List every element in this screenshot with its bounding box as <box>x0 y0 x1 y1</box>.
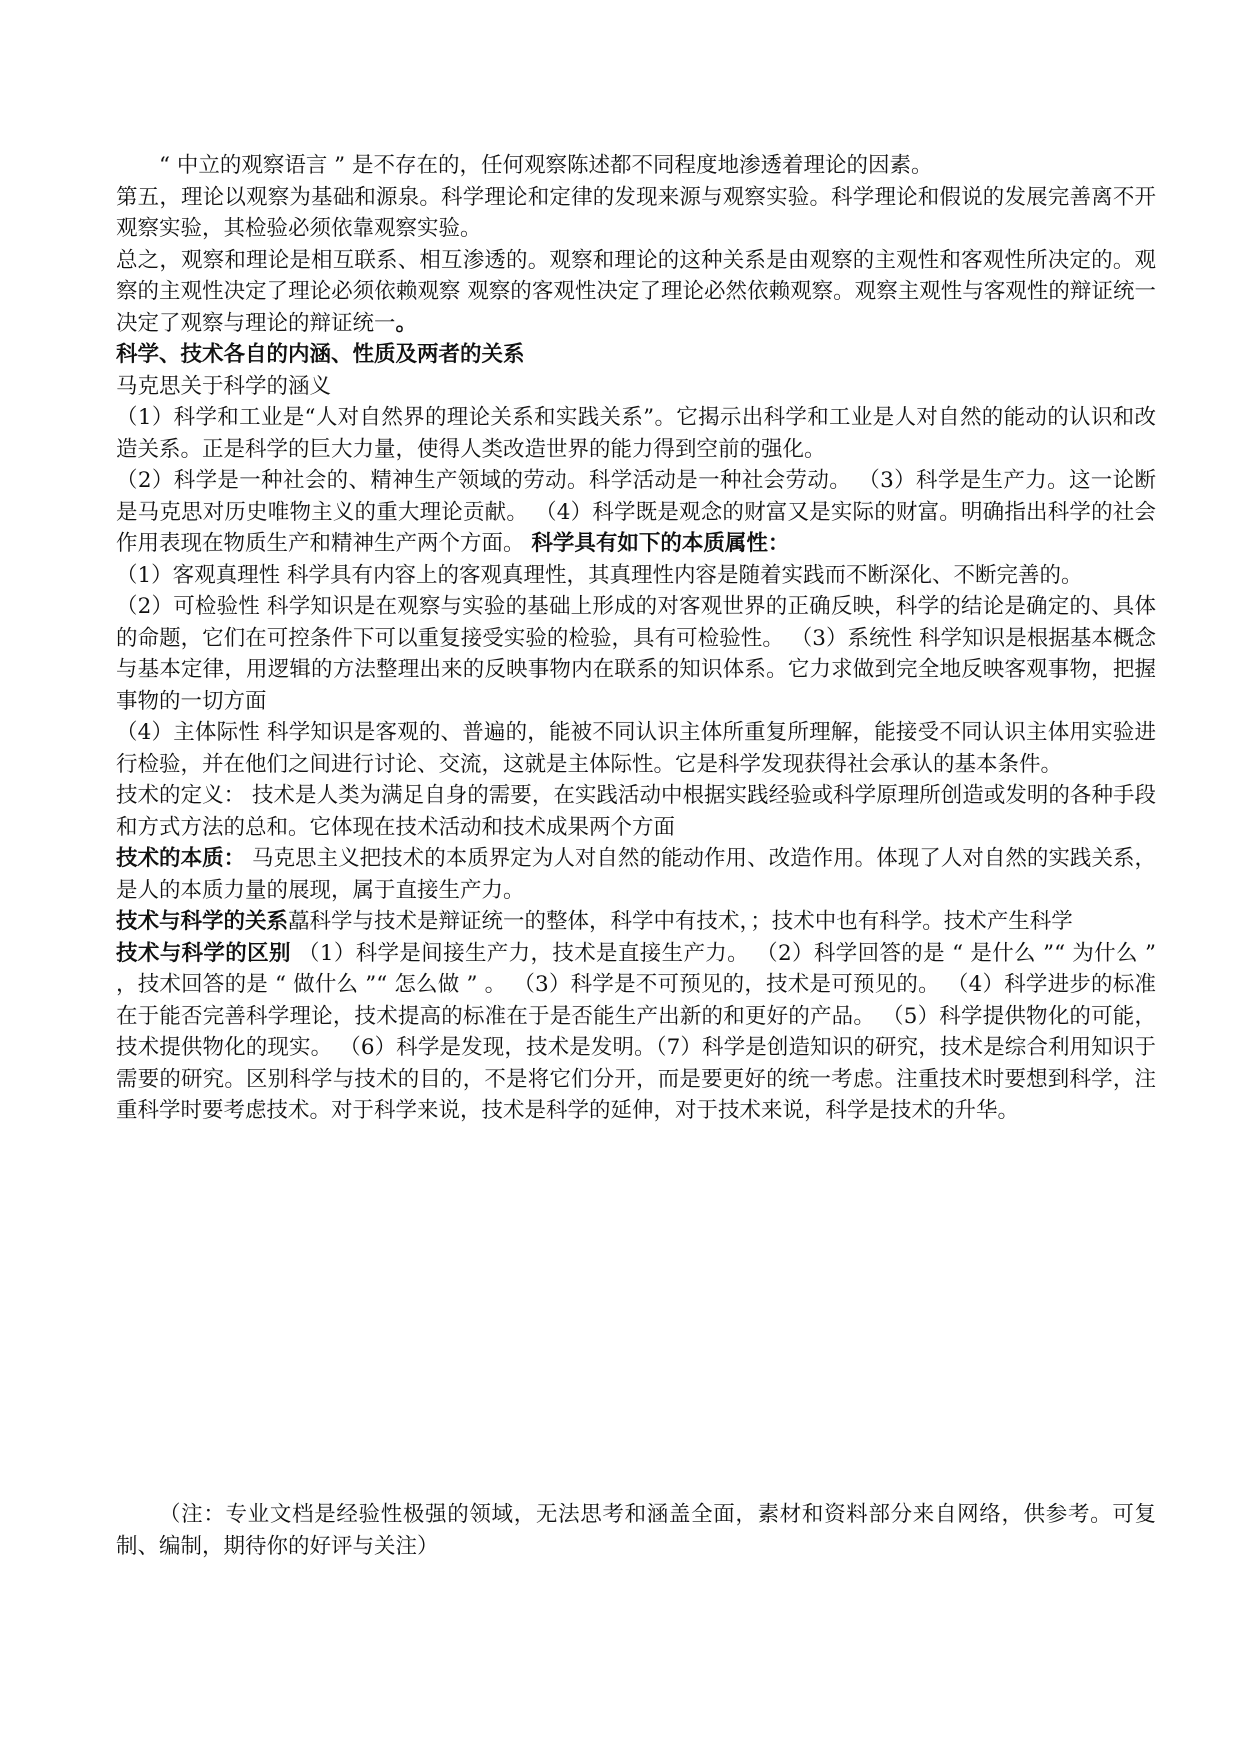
paragraph-conclusion <box>116 245 1156 340</box>
paragraph-point-1: （1）科学和工业是“人对自然界的理论关系和实践关系”。它揭示出科学和工业是人对自然的能动的认识和改造关系。正是科学的巨大力量，使得人类改造世界的能力得到空前的强化。 <box>116 405 1156 462</box>
essential-attributes-label: 科学具有如下的本质属性： <box>531 531 790 556</box>
footer-note: （注：专业文档是经验性极强的领域，无法思考和涵盖全面，素材和资料部分来自网络，供参考。可复制、编制，期待你的好评与关注） <box>116 1501 1156 1559</box>
paragraph-neutral-observation: “ 中立的观察语言 ” 是不存在的，任何观察陈述都不同程度地渗透着理论的因素。 <box>159 153 933 178</box>
conclusion-period: 。 <box>395 310 418 336</box>
paragraph-verifiability: （2）可检验性 科学知识是在观察与实验的基础上形成的对客观世界的正确反映，科学的结论是确定的、具体的命题，它们在可控条件下可以重复接受实验的检验，具有可检验性。 （3）系统性 科学知识是根据基本概念与基本定律，用逻辑的方法整理出来的反映事物内在联系的知识体系。它力求做到完全地反映客观事物，把握事物的一切方面 <box>116 594 1156 714</box>
document-body <box>116 150 1156 1127</box>
section-heading: 科学、技术各自的内涵、性质及两者的关系 <box>116 342 525 367</box>
paragraph-fifth-point: 第五，理论以观察为基础和源泉。科学理论和定律的发现来源与观察实验。科学理论和假说的发展完善离不开观察实验，其检验必须依靠观察实验。 <box>116 184 1156 241</box>
conclusion-text: 总之，观察和理论是相互联系、相互渗透的。观察和理论的这种关系是由观察的主观性和客观性所决定的。观察的主观性决定了理论必须依赖观察 观察的客观性决定了理论必然依赖观察。观察主观性与客观性的辩证统一决定了观察与理论的辩证统一 <box>116 247 1156 336</box>
technology-essence-label: 技术的本质： <box>116 846 246 871</box>
points-2-4-text: （2）科学是一种社会的、精神生产领域的劳动。科学活动是一种社会劳动。 （3）科学是生产力。这一论断是马克思对历史唯物主义的重大理论贡献。 （4）科学既是观念的财富又是实际的财富。明确指出科学的社会作用表现在物质生产和精神生产两个方面。 <box>116 468 1156 556</box>
paragraph-points-2-4 <box>116 465 1156 560</box>
technology-essence-text: 马克思主义把技术的本质界定为人对自然的能动作用、改造作用。体现了人对自然的实践关系，是人的本质力量的展现，属于直接生产力。 <box>116 846 1156 903</box>
relation-text: 藠科学与技术是辩证统一的整体，科学中有技术，；技术中也有科学。技术产生科学 <box>288 909 1073 934</box>
difference-text: （1）科学是间接生产力，技术是直接生产力。 （2）科学回答的是 “ 是什么 ”“ 为什么 ” ，技术回答的是 “ 做什么 ”“ 怎么做 ” 。 （3）科学是不可预见的，技术是可预见的。 （4）科学进步的标准在于能否完善科学理论，技术提高的标准在于是否能生产出新的和更好的产品。 （5）科学提供物化的可能，技术提供物化的现实。 （6）科学是发现，技术是发明。（7）科学是创造知识的研究，技术是综合利用知识于需要的研究。区别科学与技术的目的，不是将它们分开，而是要更好的统一考虑。注重技术时要想到科学，注重科学时要考虑技术。对于科学来说，技术是科学的延伸，对于技术来说，科学是技术的升华。 <box>116 940 1156 1123</box>
paragraph-tech-science-difference <box>116 938 1156 1127</box>
difference-label: 技术与科学的区别 <box>116 940 291 966</box>
paragraph-objective-truth: （1）客观真理性 科学具有内容上的客观真理性，其真理性内容是随着实践而不断深化、不断完善的。 <box>116 562 1083 588</box>
paragraph-technology-definition: 技术的定义： 技术是人类为满足自身的需要，在实践活动中根据实践经验或科学原理所创造或发明的各种手段和方式方法的总和。它体现在技术活动和技术成果两个方面 <box>116 783 1156 840</box>
paragraph-technology-essence <box>116 843 1156 906</box>
subheading-marx-science: 马克思关于科学的涵义 <box>116 373 332 399</box>
paragraph-intersubjectivity: （4）主体际性 科学知识是客观的、普遍的，能被不同认识主体所重复所理解，能接受不同认识主体用实验进行检验，并在他们之间进行讨论、交流，这就是主体际性。它是科学发现获得社会承认的基本条件。 <box>116 720 1156 777</box>
paragraph-tech-science-relation <box>116 906 1156 938</box>
relation-label: 技术与科学的关系 <box>116 909 289 934</box>
